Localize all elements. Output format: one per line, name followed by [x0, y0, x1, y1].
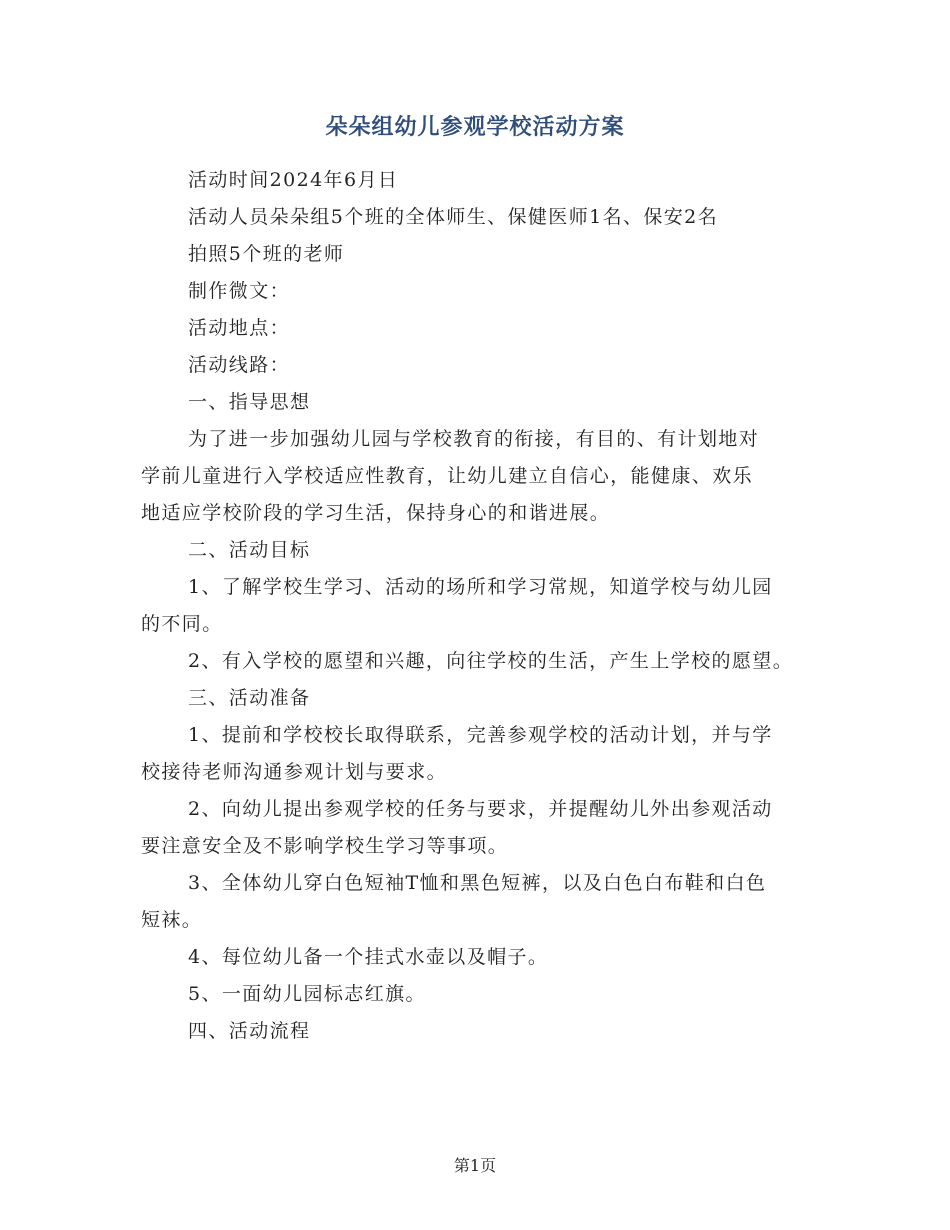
paragraph-line: 为了进一步加强幼儿园与学校教育的衔接，有目的、有计划地对 [188, 428, 760, 450]
photographer-line: 拍照5个班的老师 [188, 243, 345, 265]
wechat-article-line: 制作微文： [188, 280, 291, 302]
paragraph-line: 2、有入学校的愿望和兴趣，向往学校的生活，产生上学校的愿望。 [188, 650, 794, 672]
document-title: 朵朵组幼儿参观学校活动方案 [325, 114, 625, 140]
activity-location: 活动地点： [188, 317, 291, 339]
paragraph-line: 1、提前和学校校长取得联系，完善参观学校的活动计划，并与学 [188, 724, 773, 746]
paragraph-line: 短袜。 [141, 909, 203, 931]
activity-route: 活动线路： [188, 354, 291, 376]
section-heading: 四、活动流程 [188, 1020, 311, 1042]
section-heading: 二、活动目标 [188, 539, 311, 561]
page-number: 第1页 [453, 1156, 497, 1175]
paragraph-line: 地适应学校阶段的学习生活，保持身心的和谐进展。 [141, 502, 611, 524]
paragraph-line: 要注意安全及不影响学校生学习等事项。 [141, 835, 509, 857]
paragraph-line: 1、了解学校生学习、活动的场所和学习常规，知道学校与幼儿园 [188, 576, 773, 598]
activity-time: 活动时间2024年6月日 [188, 169, 399, 191]
paragraph-line: 学前儿童进行入学校适应性教育，让幼儿建立自信心，能健康、欢乐 [141, 465, 754, 487]
activity-personnel: 活动人员朵朵组5个班的全体师生、保健医师1名、保安2名 [188, 206, 719, 228]
paragraph-line: 4、每位幼儿备一个挂式水壶以及帽子。 [188, 946, 549, 968]
paragraph-line: 3、全体幼儿穿白色短袖T恤和黑色短裤，以及白色白布鞋和白色 [188, 872, 767, 894]
section-heading: 三、活动准备 [188, 687, 311, 709]
paragraph-line: 的不同。 [141, 613, 223, 635]
section-heading: 一、指导思想 [188, 391, 311, 413]
paragraph-line: 5、一面幼儿园标志红旗。 [188, 983, 426, 1005]
paragraph-line: 2、向幼儿提出参观学校的任务与要求，并提醒幼儿外出参观活动 [188, 798, 773, 820]
paragraph-line: 校接待老师沟通参观计划与要求。 [141, 761, 448, 783]
